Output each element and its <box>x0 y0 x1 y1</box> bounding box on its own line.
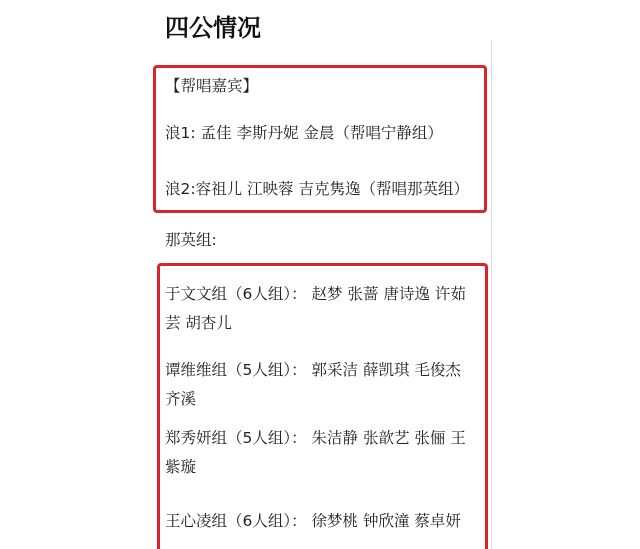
group-item-4 <box>165 507 483 536</box>
page-title: 四公情况 <box>165 14 261 42</box>
team-heading: 那英组: <box>165 231 217 249</box>
group-item-3-line-1: 郑秀妍组（5人组）： 朱洁静 张歆艺 张俪 王 <box>165 429 466 447</box>
divider <box>491 40 492 549</box>
group-item-1 <box>165 280 483 338</box>
group-item-3-line-2: 紫璇 <box>165 458 197 476</box>
guest-section-heading: 【帮唱嘉宾】 <box>165 77 259 95</box>
group-item-2-line-1: 谭维维组（5人组）： 郭采洁 薛凯琪 毛俊杰 <box>165 361 461 379</box>
group-item-2 <box>165 356 483 414</box>
guest-line-2: 浪2:容祖儿 江映蓉 吉克隽逸（帮唱那英组） <box>165 180 469 198</box>
group-item-4-line-1: 王心凌组（6人组）： 徐梦桃 钟欣潼 蔡卓妍 <box>165 512 461 530</box>
guest-line-1: 浪1: 孟佳 李斯丹妮 金晨（帮唱宁静组） <box>165 124 443 142</box>
group-item-1-line-1: 于文文组（6人组）： 赵梦 张蔷 唐诗逸 许茹 <box>165 285 466 303</box>
group-item-3 <box>165 424 483 482</box>
group-item-2-line-2: 齐溪 <box>165 390 197 408</box>
group-item-1-line-2: 芸 胡杏儿 <box>165 314 232 332</box>
